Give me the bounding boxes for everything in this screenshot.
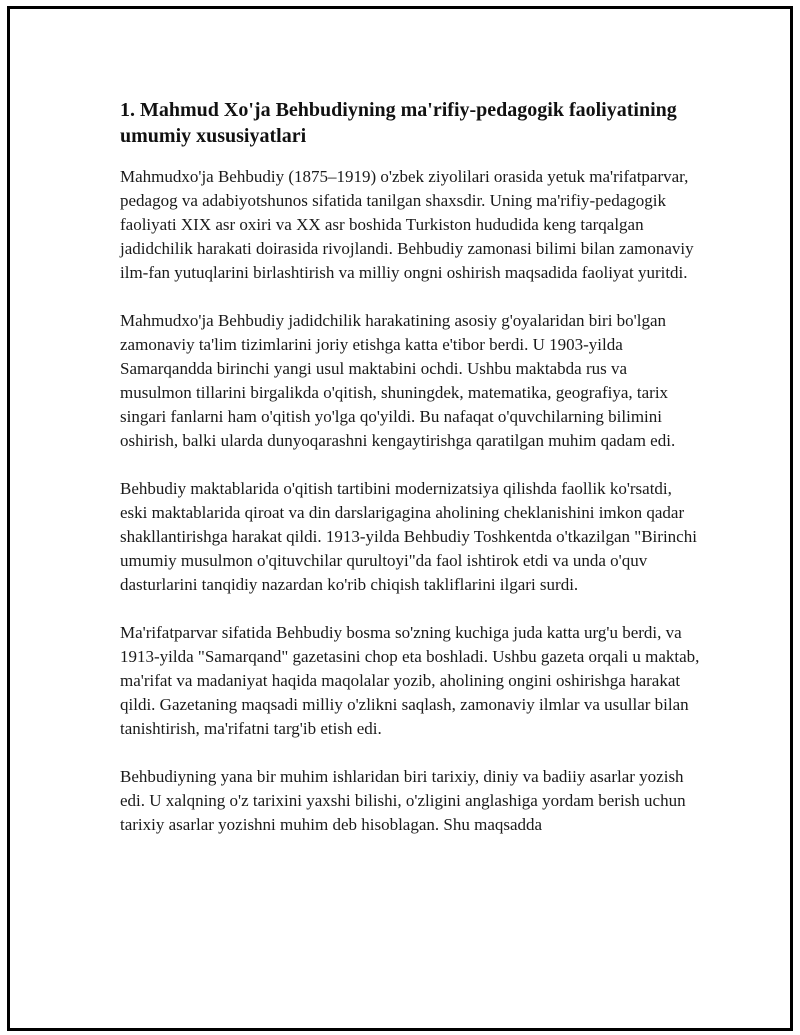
paragraph-5: Behbudiyning yana bir muhim ishlaridan biri tarixiy, diniy va badiiy asarlar yozish edi. U xalqning o'z tarixini yaxshi bilishi, o'zligini anglashiga yordam berish uchun tarixiy asarlar yozishni muhim deb hisoblagan. Shu maqsadda <box>120 767 686 834</box>
section-heading: 1. Mahmud Xo'ja Behbudiyning ma'rifiy-pedagogik faoliyatining umumiy xususiyatlari <box>120 99 677 147</box>
paragraph-2: Mahmudxo'ja Behbudiy jadidchilik harakatining asosiy g'oyalaridan biri bo'lgan zamonaviy ta'lim tizimlarini joriy etishga katta e'tibor berdi. U 1903-yilda Samarqandda birinchi yangi usul maktabini ochdi. Ushbu maktabda rus va musulmon tillarini birgalikda o'qitish, shuningdek, matematika, geografiya, tarix singari fanlarni ham o'qitish yo'lga qo'yildi. Bu nafaqat o'quvchilarning bilimini oshirish, balki ularda dunyoqarashni kengaytirishga qaratilgan muhim qadam edi. <box>120 311 676 450</box>
document-body <box>120 97 700 861</box>
paragraph-1: Mahmudxo'ja Behbudiy (1875–1919) o'zbek ziyolilari orasida yetuk ma'rifatparvar, pedagog va adabiyotshunos sifatida tanilgan shaxsdir. Uning ma'rifiy-pedagogik faoliyati XIX asr oxiri va XX asr boshida Turkiston hududida keng tarqalgan jadidchilik harakati doirasida rivojlandi. Behbudiy zamonasi bilimi bilan zamonaviy ilm-fan yutuqlarini birlashtirish va milliy ongni oshirish maqsadida faoliyat yuritdi. <box>120 167 694 282</box>
paragraph-3: Behbudiy maktablarida o'qitish tartibini modernizatsiya qilishda faollik ko'rsatdi, eski maktablarida qiroat va din darslarigagina aholining cheklanishini imkon qadar shakllantirishga harakat qildi. 1913-yilda Behbudiy Toshkentda o'tkazilgan "Birinchi umumiy musulmon o'qituvchilar qurultoyi"da faol ishtirok etdi va unda o'quv dasturlarini tanqidiy nazardan ko'rib chiqish takliflarini ilgari surdi. <box>120 479 697 594</box>
page-frame <box>7 6 793 1031</box>
paragraph-4: Ma'rifatparvar sifatida Behbudiy bosma so'zning kuchiga juda katta urg'u berdi, va 1913-yilda "Samarqand" gazetasini chop eta boshladi. Ushbu gazeta orqali u maktab, ma'rifat va madaniyat haqida maqolalar yozib, aholining ongini oshirishga harakat qildi. Gazetaning maqsadi milliy o'zlikni saqlash, zamonaviy ilmlar va usullar bilan tanishtirish, ma'rifatni targ'ib etish edi. <box>120 623 700 738</box>
